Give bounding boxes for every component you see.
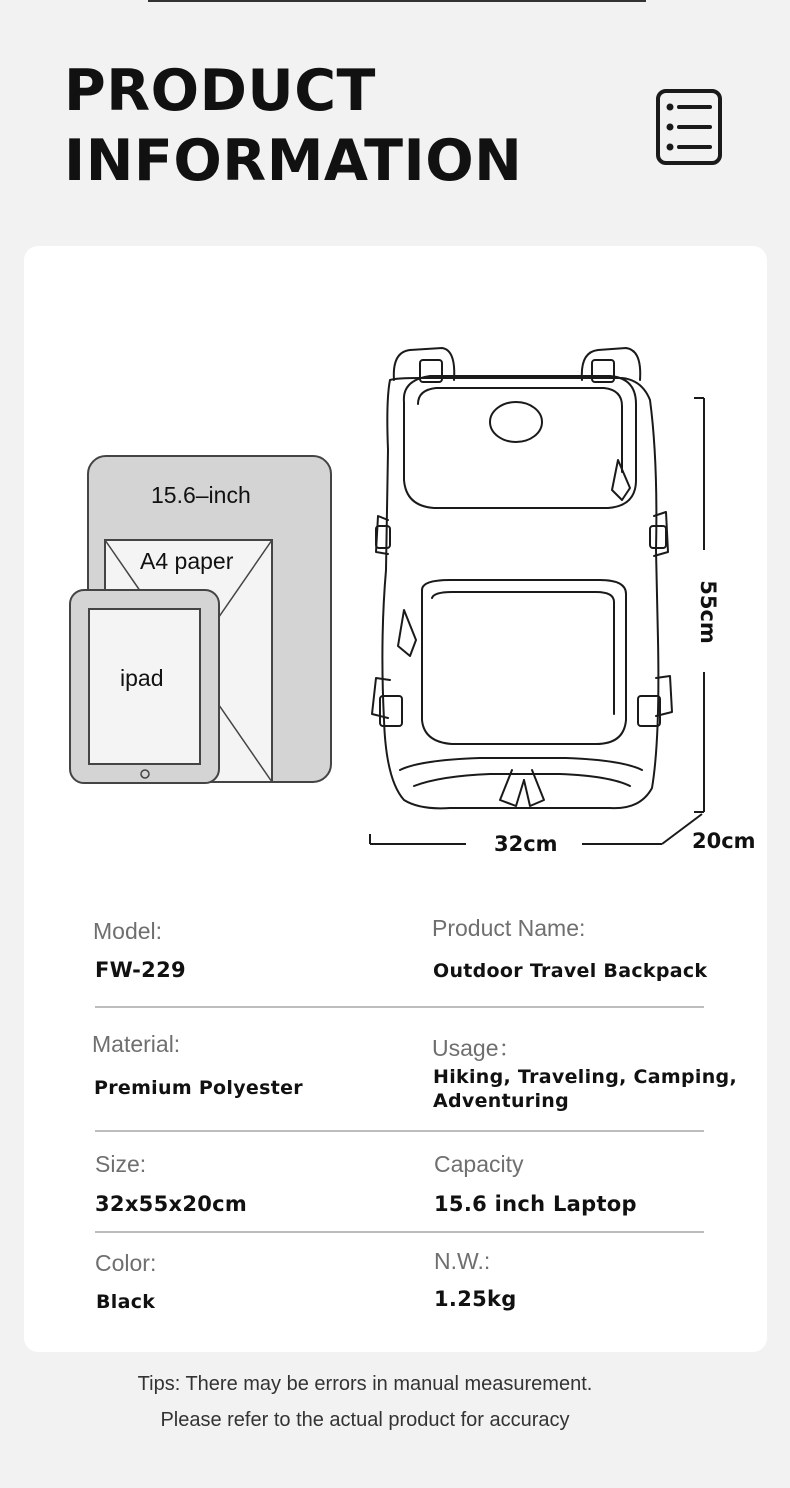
material-value: Premium Polyester [94, 1077, 303, 1099]
paper-label: A4 paper [140, 548, 234, 574]
row-divider [95, 1231, 704, 1233]
usage-value-line-1: Hiking, Traveling, Camping, [433, 1066, 737, 1088]
size-label: Size: [95, 1151, 147, 1177]
row-divider [95, 1130, 704, 1132]
product-name-value: Outdoor Travel Backpack [433, 960, 708, 982]
usage-value-line-2: Adventuring [433, 1090, 570, 1112]
usage-label: Usage： [432, 1035, 522, 1061]
material-label: Material: [92, 1031, 181, 1057]
height-label: 55cm [695, 580, 720, 644]
usage-value [433, 1065, 737, 1113]
list-icon [655, 88, 723, 166]
page-title [64, 56, 522, 196]
color-label: Color: [95, 1250, 157, 1276]
title-line-2: INFORMATION [64, 128, 523, 194]
model-label: Model: [93, 918, 163, 944]
weight-label: N.W.: [434, 1248, 491, 1274]
title-line-1: PRODUCT [64, 58, 376, 124]
laptop-label: 15.6–inch [151, 482, 251, 508]
depth-label: 20cm [692, 829, 756, 853]
color-value: Black [96, 1291, 156, 1313]
weight-value: 1.25kg [434, 1287, 517, 1311]
product-name-label: Product Name: [432, 915, 586, 941]
row-divider [95, 1006, 704, 1008]
tips-line-1: Tips: There may be errors in manual measurement. [137, 1373, 593, 1395]
tablet-label: ipad [120, 665, 164, 691]
top-divider [148, 0, 646, 2]
size-comparison [68, 454, 338, 788]
size-value: 32x55x20cm [95, 1192, 248, 1216]
capacity-value: 15.6 inch Laptop [434, 1192, 637, 1216]
capacity-label: Capacity [434, 1151, 524, 1177]
width-label: 32cm [494, 832, 558, 856]
model-value: FW-229 [95, 958, 186, 982]
tips-line-2: Please refer to the actual product for accuracy [160, 1409, 570, 1431]
